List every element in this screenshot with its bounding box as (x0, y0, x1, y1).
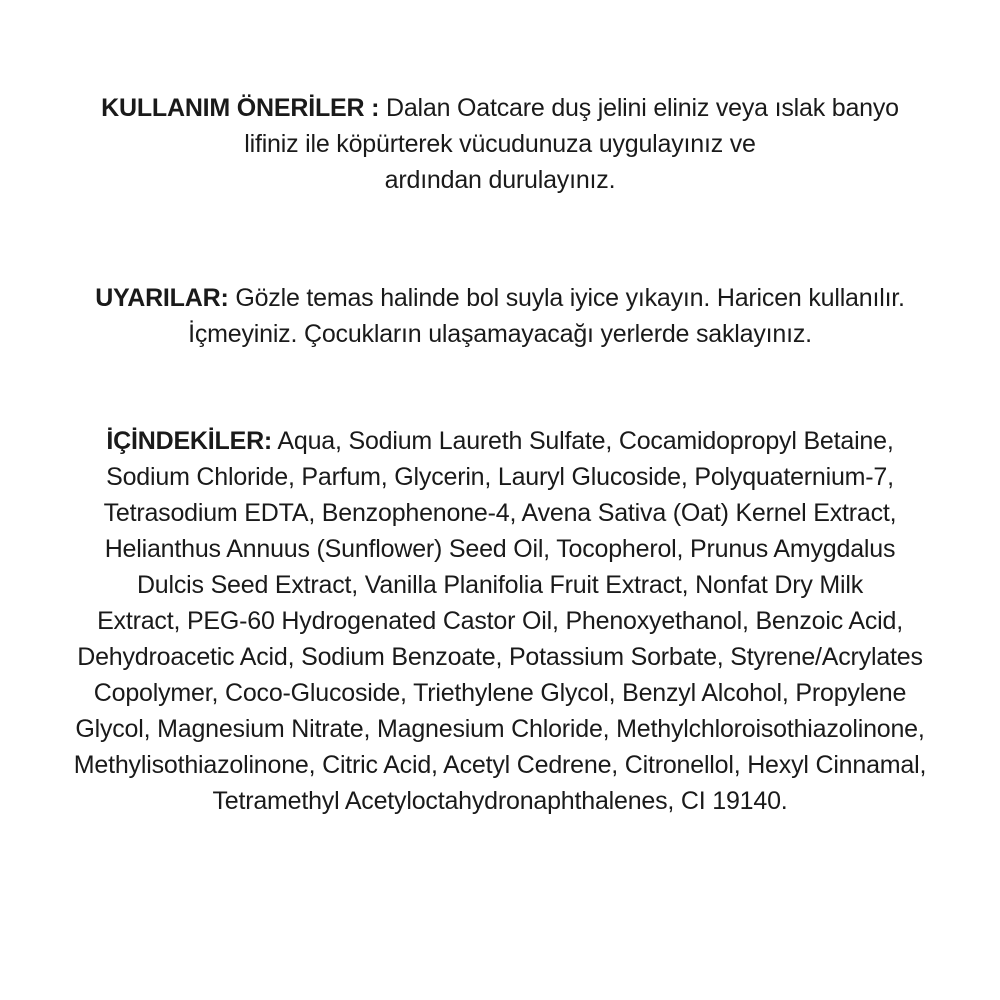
ingredients-text: Copolymer, Coco-Glucoside, Triethylene Glycol, Benzyl Alcohol, Propylene (93, 679, 907, 707)
ingredients-text: Tetrasodium EDTA, Benzophenone-4, Avena Sativa (Oat) Kernel Extract, (103, 499, 897, 527)
ingredients-text: Dehydroacetic Acid, Sodium Benzoate, Potassium Sorbate, Styrene/Acrylates (77, 643, 923, 671)
usage-heading: KULLANIM ÖNERİLER : (101, 94, 380, 122)
ingredients-section (40, 423, 960, 819)
ingredients-text: Dulcis Seed Extract, Vanilla Planifolia Fruit Extract, Nonfat Dry Milk (136, 571, 864, 599)
ingredients-text: Glycol, Magnesium Nitrate, Magnesium Chloride, Methylchloroisothiazolinone, (75, 715, 925, 743)
usage-section (40, 90, 960, 198)
ingredients-text: Helianthus Annuus (Sunflower) Seed Oil, Tocopherol, Prunus Amygdalus (104, 535, 896, 563)
ingredients-heading: İÇİNDEKİLER: (106, 427, 273, 455)
warnings-text: Gözle temas halinde bol suyla iyice yıkayın. Haricen kullanılır. (228, 284, 905, 312)
ingredients-line-1 (40, 423, 960, 459)
usage-line-1 (40, 90, 960, 126)
warnings-text: İçmeyiniz. Çocukların ulaşamayacağı yerlerde saklayınız. (188, 320, 812, 348)
usage-text: lifiniz ile köpürterek vücudunuza uygulayınız ve (244, 130, 756, 158)
ingredients-text: Tetramethyl Acetyloctahydronaphthalenes, CI 19140. (212, 787, 788, 815)
warnings-heading: UYARILAR: (95, 284, 229, 312)
usage-text: ardından durulayınız. (384, 166, 616, 194)
warnings-line-1 (40, 280, 960, 316)
usage-text: Dalan Oatcare duş jelini eliniz veya ıslak banyo (379, 94, 899, 122)
ingredients-text: Sodium Chloride, Parfum, Glycerin, Lauryl Glucoside, Polyquaternium-7, (106, 463, 894, 491)
warnings-section (40, 280, 960, 352)
ingredients-text: Aqua, Sodium Laureth Sulfate, Cocamidopropyl Betaine, (272, 427, 894, 455)
ingredients-text: Methylisothiazolinone, Citric Acid, Acetyl Cedrene, Citronellol, Hexyl Cinnamal, (73, 751, 927, 779)
ingredients-text: Extract, PEG-60 Hydrogenated Castor Oil, Phenoxyethanol, Benzoic Acid, (97, 607, 903, 635)
